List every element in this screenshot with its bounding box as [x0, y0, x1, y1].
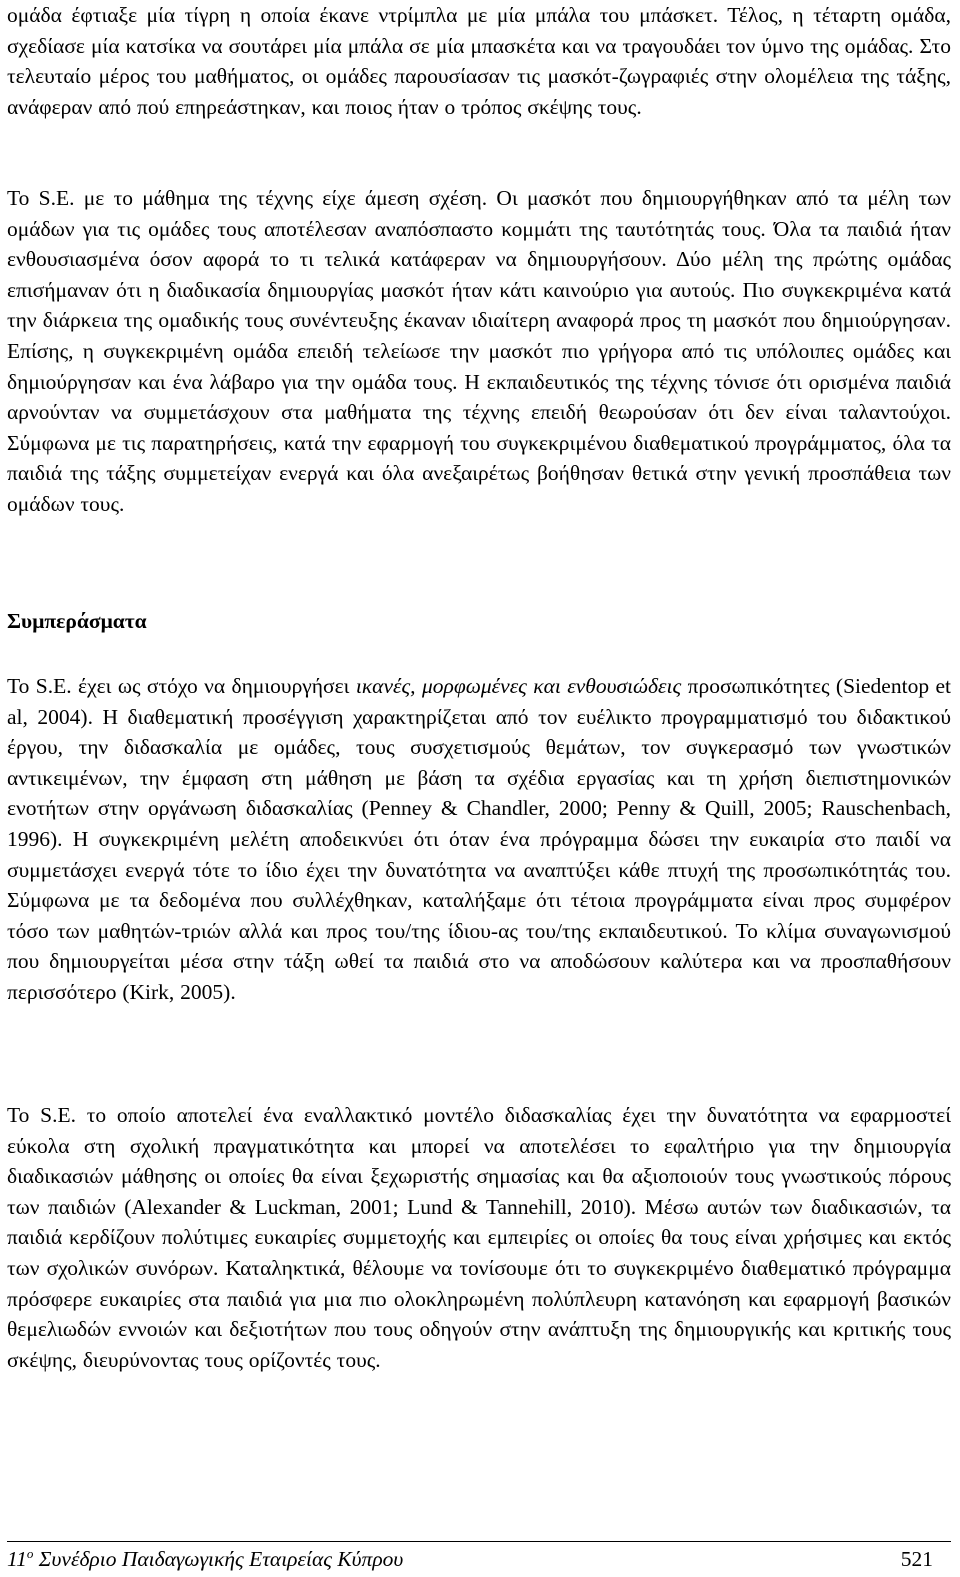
footer-conference-name: Συνέδριο Παιδαγωγικής Εταιρείας Κύπρου: [33, 1547, 404, 1571]
paragraph-art-relation: Το S.E. με το μάθημα της τέχνης είχε άμεση σχέση. Οι μασκότ που δημιουργήθηκαν από τα μέλη των ομάδων για τις ομάδες τους αποτέλεσαν αναπόσπαστο κομμάτι της ταυτότητάς τους. Όλα τα παιδιά ήταν ενθουσιασμένα όσον αφορά το τι τελικά κατάφεραν να δημιουργήσουν. Δύο μέλη της πρώτης ομάδας επισήμαναν ότι η διαδικασία δημιουργίας μασκότ ήταν κάτι καινούριο για αυτούς. Πιο συγκεκριμένα κατά την διάρκεια της ομαδικής τους συνέντευξης έκαναν ιδιαίτερη αναφορά προς τη μασκότ που δημιούργησαν. Επίσης, η συγκεκριμένη ομάδα επειδή τελείωσε την μασκότ πιο γρήγορα από τις υπόλοιπες ομάδες και δημιούργησαν και ένα λάβαρο για την ομάδα τους. Η εκπαιδευτικός της τέχνης τόνισε ότι ορισμένα παιδιά αρνούνταν να συμμετάσχουν στα μαθήματα της τέχνης επειδή θεωρούσαν ότι δεν είναι ταλαντούχοι. Σύμφωνα με τις παρατηρήσεις, κατά την εφαρμογή του συγκεκριμένου διαθεματικού προγράμματος, όλα τα παιδιά της τάξης συμμετείχαν ενεργά και όλα ανεξαιρέτως βοήθησαν θετικά στην γενική προσπάθεια των ομάδων τους.: [7, 186, 951, 516]
footer-divider: [7, 1541, 951, 1542]
footer-conference-number: 11: [7, 1547, 27, 1571]
paragraph-conclusions-1-rest: προσωπικότητες (Siedentop et al, 2004). Η διαθεματική προσέγγιση χαρακτηρίζεται από τον ευέλικτο προγραμματισμό του διδακτικού έργου, την διδασκαλία με ομάδες, τους συσχετισμούς θεμάτων, τον συγκερασμό των γνωστικών αντικειμένων, την έμφαση στη μάθηση με βάση τα σχέδια εργασίας και τη χρήση διεπιστημονικών ενοτήτων στην οργάνωση διδασκαλίας (Penney & Chandler, 2000; Penny & Quill, 2005; Rauschenbach, 1996). Η συγκεκριμένη μελέτη αποδεικνύει ότι όταν ένα πρόγραμμα δώσει την ευκαιρία στο παιδί να συμμετάσχει ενεργά τότε το ίδιο έχει την δυνατότητα να αναπτύξει κάθε πτυχή της προσωπικότητάς του. Σύμφωνα με τα δεδομένα που συλλέχθηκαν, καταλήξαμε ότι τέτοια προγράμματα είναι προς συμφέρον τόσο των μαθητών-τριών αλλά και προς του/της ίδιου-ας του/της εκπαιδευτικού. Το κλίμα συναγωνισμού που δημιουργείται μέσα στην τάξη ωθεί τα παιδιά στο να αποδώσουν καλύτερα και να προσπαθήσουν περισσότερο (Kirk, 2005).: [7, 674, 951, 1004]
paragraph-conclusions-1: [7, 671, 951, 1008]
page-number: 521: [900, 1547, 933, 1571]
paragraph-conclusions-1-italic: ικανές, μορφωμένες και ενθουσιώδεις: [355, 674, 682, 698]
footer-conference-title: [7, 1545, 403, 1573]
paragraph-activity-description: ομάδα έφτιαξε μία τίγρη η οποία έκανε ντρίμπλα με μία μπάλα του μπάσκετ. Τέλος, η τέταρτη ομάδα, σχεδίασε μία κατσίκα να σουτάρει μία μπάλα σε μία μπασκέτα και να τραγουδάει τον ύμνο της ομάδας. Στο τελευταίο μέρος του μαθήματος, οι ομάδες παρουσίασαν τις μασκότ-ζωγραφιές στην ολομέλεια της τάξης, ανάφεραν από πού επηρεάστηκαν, και ποιος ήταν ο τρόπος σκέψης τους.: [7, 3, 951, 119]
paragraph-conclusions-1-lead: Το S.E. έχει ως στόχο να δημιουργήσει: [7, 674, 356, 698]
section-heading-conclusions: Συμπεράσματα: [7, 609, 147, 633]
footer-ordinal-superscript: ο: [26, 1545, 34, 1561]
paragraph-conclusions-2: Το S.E. το οποίο αποτελεί ένα εναλλακτικό μοντέλο διδασκαλίας έχει την δυνατότητα να εφαρμοστεί εύκολα στη σχολική πραγματικότητα και μπορεί να αποτελέσει το εφαλτήριο για την δημιουργία διαδικασιών μάθησης οι οποίες θα είναι ξεχωριστής σημασίας και θα αξιοποιούν τους γνωστικούς πόρους των παιδιών (Alexander & Luckman, 2001; Lund & Tannehill, 2010). Μέσω αυτών των διαδικασιών, τα παιδιά κερδίζουν πολύτιμες ευκαιρίες συμμετοχής και εμπειρίες οι οποίες θα τους είναι χρήσιμες και εκτός των σχολικών συνόρων. Καταληκτικά, θέλουμε να τονίσουμε ότι το συγκεκριμένο διαθεματικό πρόγραμμα πρόσφερε ευκαιρίες στα παιδιά για μια πιο ολοκληρωμένη πολύπλευρη κατανόηση και εφαρμογή βασικών θεμελιωδών εννοιών και δεξιοτήτων που τους οδηγούν στην ανάπτυξη της δημιουργικής και κριτικής τους σκέψης, διευρύνοντας τους ορίζοντές τους.: [7, 1103, 951, 1372]
